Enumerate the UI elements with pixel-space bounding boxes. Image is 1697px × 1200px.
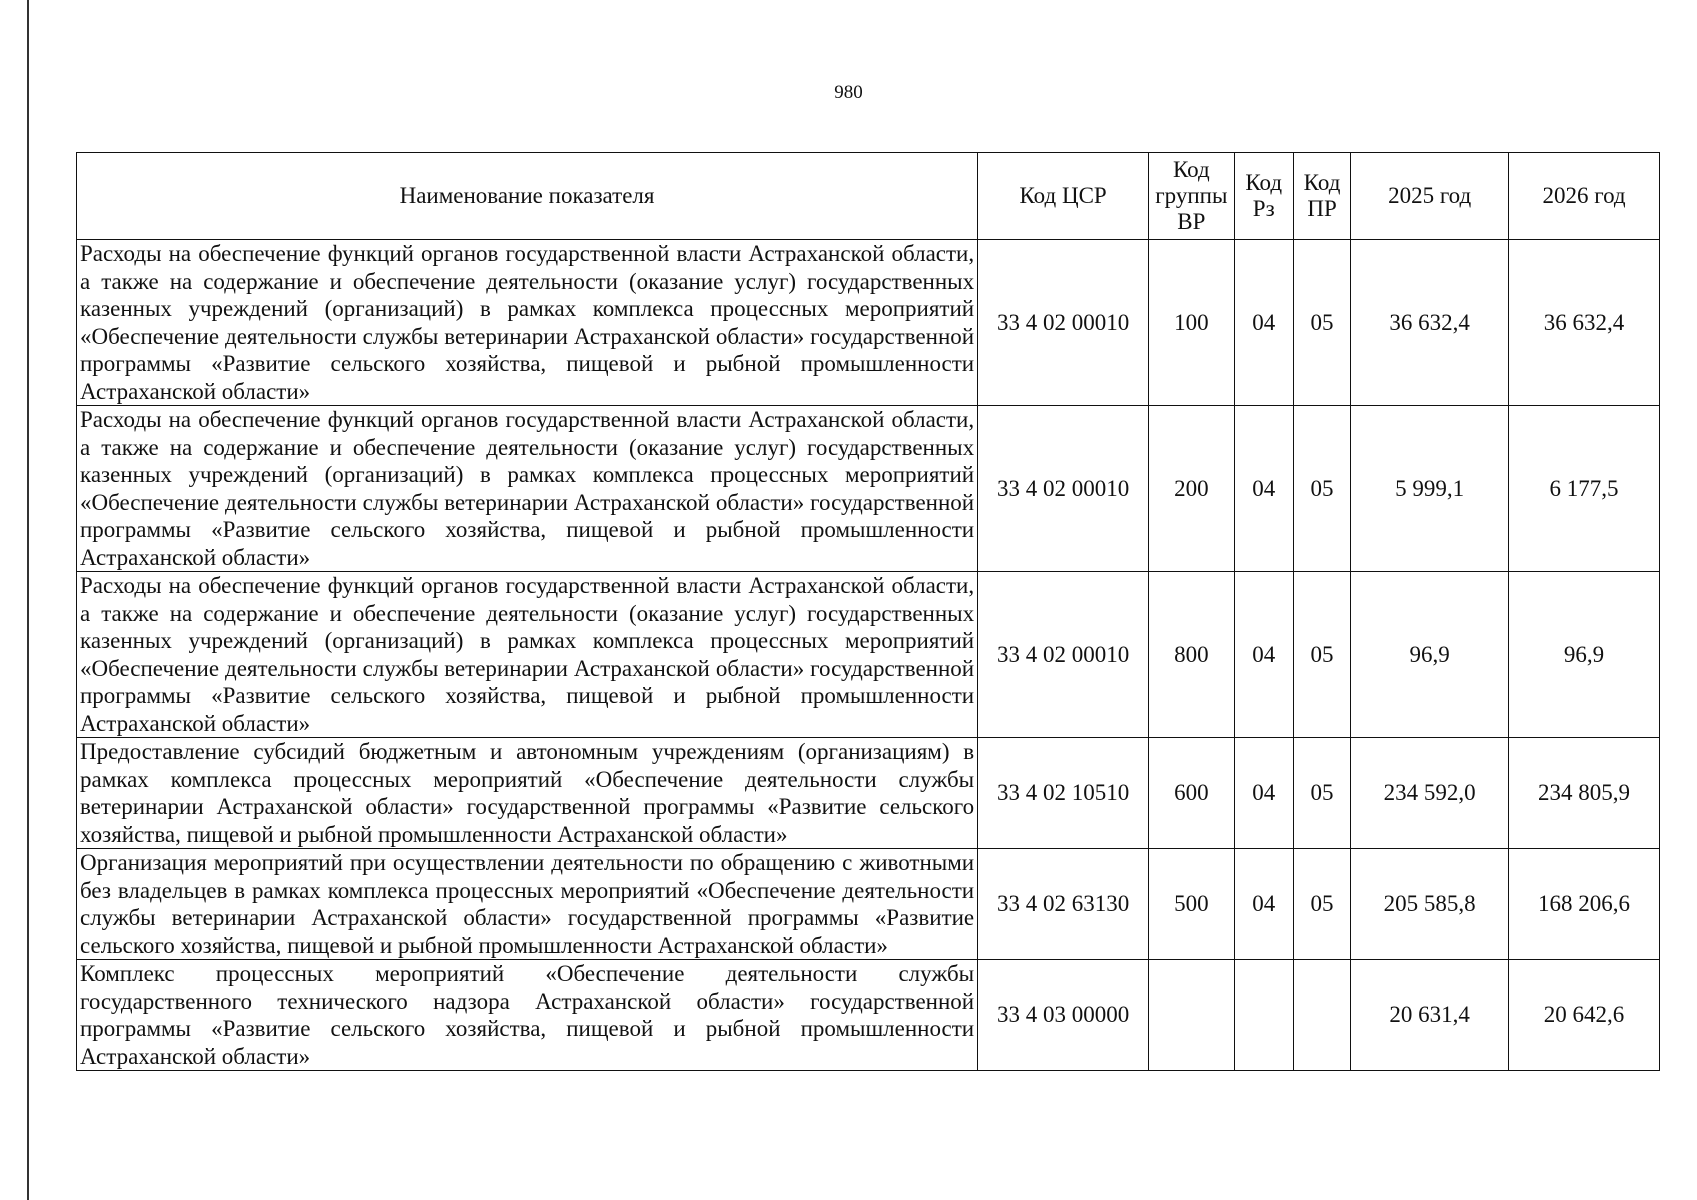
cell-csr: 33 4 02 63130: [978, 849, 1149, 960]
cell-pr: 05: [1293, 849, 1350, 960]
cell-pr: 05: [1293, 738, 1350, 849]
cell-pr: 05: [1293, 572, 1350, 738]
header-pr: Код ПР: [1293, 153, 1350, 240]
table-row: [77, 960, 1660, 1071]
cell-2026: 36 632,4: [1509, 240, 1660, 406]
cell-2025: 36 632,4: [1351, 240, 1509, 406]
cell-2025: 205 585,8: [1351, 849, 1509, 960]
table-row: [77, 240, 1660, 406]
cell-pr: 05: [1293, 406, 1350, 572]
table-row: [77, 738, 1660, 849]
cell-name: Расходы на обеспечение функций органов государственной власти Астраханской области, а также на содержание и обеспечение деятельности (оказание услуг) государственных казенных учреждений (организаций) в рамках комплекса процессных мероприятий «Обеспечение деятельности службы ветеринарии Астраханской области» государственной программы «Развитие сельского хозяйства, пищевой и рыбной промышленности Астраханской области»: [77, 240, 978, 406]
cell-vr: 500: [1149, 849, 1234, 960]
cell-vr: [1149, 960, 1234, 1071]
cell-vr: 800: [1149, 572, 1234, 738]
cell-2026: 6 177,5: [1509, 406, 1660, 572]
header-2025: 2025 год: [1351, 153, 1509, 240]
page-number: 980: [834, 82, 863, 103]
cell-rz: 04: [1234, 738, 1293, 849]
cell-vr: 200: [1149, 406, 1234, 572]
cell-2026: 234 805,9: [1509, 738, 1660, 849]
header-csr: Код ЦСР: [978, 153, 1149, 240]
cell-rz: [1234, 960, 1293, 1071]
cell-name: Предоставление субсидий бюджетным и автономным учреждениям (организациям) в рамках комплекса процессных мероприятий «Обеспечение деятельности службы ветеринарии Астраханской области» государственной программы «Развитие сельского хозяйства, пищевой и рыбной промышленности Астраханской области»: [77, 738, 978, 849]
cell-vr: 100: [1149, 240, 1234, 406]
cell-name: Комплекс процессных мероприятий «Обеспечение деятельности службы государственного технического надзора Астраханской области» государственной программы «Развитие сельского хозяйства, пищевой и рыбной промышленности Астраханской области»: [77, 960, 978, 1071]
cell-vr: 600: [1149, 738, 1234, 849]
binding-line: [27, 0, 29, 1200]
cell-csr: 33 4 02 10510: [978, 738, 1149, 849]
header-vr: Код группы ВР: [1149, 153, 1234, 240]
header-name: Наименование показателя: [77, 153, 978, 240]
table-row: [77, 406, 1660, 572]
cell-name: Организация мероприятий при осуществлении деятельности по обращению с животными без владельцев в рамках комплекса процессных мероприятий «Обеспечение деятельности службы ветеринарии Астраханской области» государственной программы «Развитие сельского хозяйства, пищевой и рыбной промышленности Астраханской области»: [77, 849, 978, 960]
cell-csr: 33 4 02 00010: [978, 572, 1149, 738]
table-row: [77, 572, 1660, 738]
header-rz: Код Рз: [1234, 153, 1293, 240]
cell-2025: 234 592,0: [1351, 738, 1509, 849]
header-2026: 2026 год: [1509, 153, 1660, 240]
cell-2026: 96,9: [1509, 572, 1660, 738]
cell-csr: 33 4 02 00010: [978, 406, 1149, 572]
cell-2026: 168 206,6: [1509, 849, 1660, 960]
table-header-row: [77, 153, 1660, 240]
cell-2026: 20 642,6: [1509, 960, 1660, 1071]
cell-csr: 33 4 02 00010: [978, 240, 1149, 406]
table-row: [77, 849, 1660, 960]
cell-2025: 20 631,4: [1351, 960, 1509, 1071]
cell-2025: 5 999,1: [1351, 406, 1509, 572]
budget-table: [76, 152, 1660, 1071]
cell-2025: 96,9: [1351, 572, 1509, 738]
cell-rz: 04: [1234, 406, 1293, 572]
cell-name: Расходы на обеспечение функций органов государственной власти Астраханской области, а также на содержание и обеспечение деятельности (оказание услуг) государственных казенных учреждений (организаций) в рамках комплекса процессных мероприятий «Обеспечение деятельности службы ветеринарии Астраханской области» государственной программы «Развитие сельского хозяйства, пищевой и рыбной промышленности Астраханской области»: [77, 406, 978, 572]
cell-pr: [1293, 960, 1350, 1071]
cell-name: Расходы на обеспечение функций органов государственной власти Астраханской области, а также на содержание и обеспечение деятельности (оказание услуг) государственных казенных учреждений (организаций) в рамках комплекса процессных мероприятий «Обеспечение деятельности службы ветеринарии Астраханской области» государственной программы «Развитие сельского хозяйства, пищевой и рыбной промышленности Астраханской области»: [77, 572, 978, 738]
cell-csr: 33 4 03 00000: [978, 960, 1149, 1071]
cell-rz: 04: [1234, 849, 1293, 960]
cell-pr: 05: [1293, 240, 1350, 406]
cell-rz: 04: [1234, 240, 1293, 406]
cell-rz: 04: [1234, 572, 1293, 738]
